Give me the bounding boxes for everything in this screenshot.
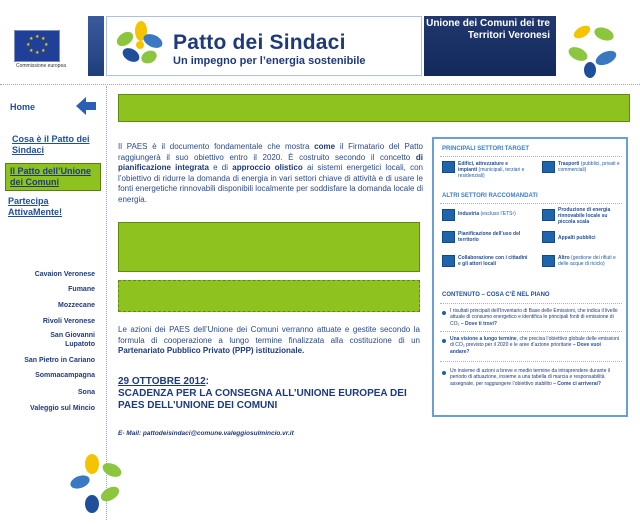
banner-subtitle: Un impegno per l’energia sostenibile bbox=[173, 55, 366, 67]
sector-renewable: Produzione di energia rinnovabile locale su piccola scala bbox=[558, 207, 611, 225]
content-item-vision: Una visione a lungo termine, che precisa l’obiettivo globale delle emissioni di CO₂ previsto per il 2020 e le aree d’azione prioritarie – Dove vuoi andare? bbox=[450, 336, 619, 355]
union-title-box bbox=[424, 16, 556, 76]
deadline-date: 29 OTTOBRE 2012 bbox=[118, 376, 206, 387]
panel-divider bbox=[440, 156, 622, 157]
banner-title: Patto dei Sindaci bbox=[173, 31, 346, 54]
nav-municipality-mozzecane[interactable]: Mozzecane bbox=[58, 302, 95, 309]
nav-municipality-fumane[interactable]: Fumane bbox=[68, 286, 95, 293]
target-buildings: Edifici, attrezzature e impianti (municipali, terziari e residenziali) bbox=[458, 161, 525, 179]
nav-municipality-valeggio[interactable]: Valeggio sul Mincio bbox=[30, 405, 95, 412]
nav-municipality-sona[interactable]: Sona bbox=[77, 389, 95, 396]
sector-land-planning: Pianificazione dell’uso del territorio bbox=[458, 231, 521, 243]
panel-heading-recommended: ALTRI SETTORI RACCOMANDATI bbox=[442, 193, 538, 199]
green-banner-top bbox=[118, 94, 630, 122]
nav-home-link[interactable]: Home bbox=[10, 102, 36, 112]
sector-industry: Industria (escluso l’ETS¹) bbox=[458, 211, 516, 217]
patto-dei-sindaci-banner[interactable] bbox=[106, 16, 422, 76]
green-banner-middle bbox=[118, 222, 420, 272]
content-item-inventory: I risultati principali dell’Inventario di Base delle Emissioni, che indica il livello attuale di consumo energetico e identifica le principali fonti di emissione di CO₂ – Dove ti trovi? bbox=[450, 308, 618, 327]
panel-divider bbox=[440, 331, 622, 332]
contact-email[interactable]: E- Mail: pattodeisindaci@comune.valeggiosulmincio.vr.it bbox=[118, 430, 294, 437]
leaves-footer-icon bbox=[66, 452, 136, 518]
nav-municipality-cavaion[interactable]: Cavaion Veronese bbox=[34, 271, 95, 278]
eu-caption: Commissione europea bbox=[16, 63, 67, 69]
bullet-icon bbox=[442, 371, 446, 375]
citizens-icon bbox=[442, 255, 455, 267]
leaves-decoration-icon bbox=[560, 18, 630, 80]
transport-icon bbox=[542, 161, 555, 173]
european-commission-logo bbox=[14, 30, 72, 88]
panel-heading-target: PRINCIPALI SETTORI TARGET bbox=[442, 146, 530, 152]
public-procurement-icon bbox=[542, 231, 555, 243]
buildings-icon bbox=[442, 161, 455, 173]
panel-divider bbox=[440, 203, 622, 204]
paes-actions-text: Le azioni dei PAES dell’Unione dei Comuni verranno attuate e gestite secondo la formula di cooperazione a lungo termine finalizzata alla costituzione di un Partenariato Pubblico Privato (PPP) istituzionale. bbox=[118, 325, 420, 355]
sunflower-logo-icon bbox=[111, 21, 167, 71]
union-title: Unione dei Comuni dei tre Territori Veronesi bbox=[426, 18, 550, 41]
deadline-notice: 29 OTTOBRE 2012: SCADENZA PER LA CONSEGNA ALL’UNIONE EUROPEA DEI PAES DELL’UNIONE DEI COMUNI bbox=[118, 376, 407, 411]
industry-icon bbox=[442, 209, 455, 221]
panel-divider bbox=[440, 303, 622, 304]
nav-municipality-san-pietro[interactable]: San Pietro in Cariano bbox=[24, 357, 95, 364]
nav-link-patto-unione-active[interactable]: Il Patto dell’Unione dei Comuni bbox=[5, 163, 101, 191]
green-banner-lower bbox=[118, 280, 420, 312]
paes-description: Il PAES è il documento fondamentale che mostra come il Firmatario del Patto raggiungerà il suo obiettivo entro il 2020. È costruito secondo il concetto di pianificazione integrata e di approccio olistico ai sistemi energetici locali, con l’obiettivo di ridurre la domanda di energia in vari settori chiave di attività e di usare le fonti energetiche rinnovabili disponibili localmente per soddisfare la domanda locale di energia. bbox=[118, 142, 423, 204]
paes-info-panel bbox=[432, 137, 628, 417]
bullet-icon bbox=[442, 311, 446, 315]
other-sector-icon bbox=[542, 255, 555, 267]
sector-other: Altro (gestione dei rifiuti e delle acque di riciclo) bbox=[558, 255, 616, 267]
nav-link-cosa-e-il-patto[interactable]: Cosa è il Patto dei Sindaci bbox=[12, 134, 90, 155]
panel-divider bbox=[440, 361, 622, 362]
header-divider bbox=[0, 84, 640, 85]
sector-procurement: Appalti pubblici bbox=[558, 235, 596, 241]
eu-flag-icon: ★ ★ ★ ★ ★ ★ ★ ★ bbox=[14, 30, 60, 62]
bullet-icon bbox=[442, 339, 446, 343]
nav-municipality-rivoli[interactable]: Rivoli Veronese bbox=[42, 318, 95, 325]
nav-municipality-san-giovanni[interactable]: San Giovanni Lupatoto bbox=[50, 332, 95, 348]
panel-heading-content: CONTENUTO – COSA C’È NEL PIANO bbox=[442, 292, 550, 298]
sector-citizens: Collaborazione con i cittadini e gli attori locali bbox=[458, 255, 528, 267]
banner-left-strip bbox=[88, 16, 104, 76]
deadline-text: SCADENZA PER LA CONSEGNA ALL’UNIONE EUROPEA DEI PAES DELL’UNIONE DEI COMUNI bbox=[118, 388, 407, 411]
arrow-left-icon[interactable] bbox=[76, 97, 96, 115]
nav-municipality-sommacampagna[interactable]: Sommacampagna bbox=[35, 372, 95, 379]
content-item-actions: Un insieme di azioni a breve e medio termine da intraprendere durante il periodo di attuazione, insieme a una tabella di marcia e responsabilità assegnate, per raggiungere l’obiettivo stabilito – Come ci arriverai? bbox=[450, 368, 611, 387]
land-planning-icon bbox=[442, 231, 455, 243]
target-transport: Trasporti (pubblici, privati e commerciali) bbox=[558, 161, 620, 173]
renewable-energy-icon bbox=[542, 209, 555, 221]
nav-link-partecipa[interactable]: Partecipa AttivaMente! bbox=[8, 196, 63, 217]
